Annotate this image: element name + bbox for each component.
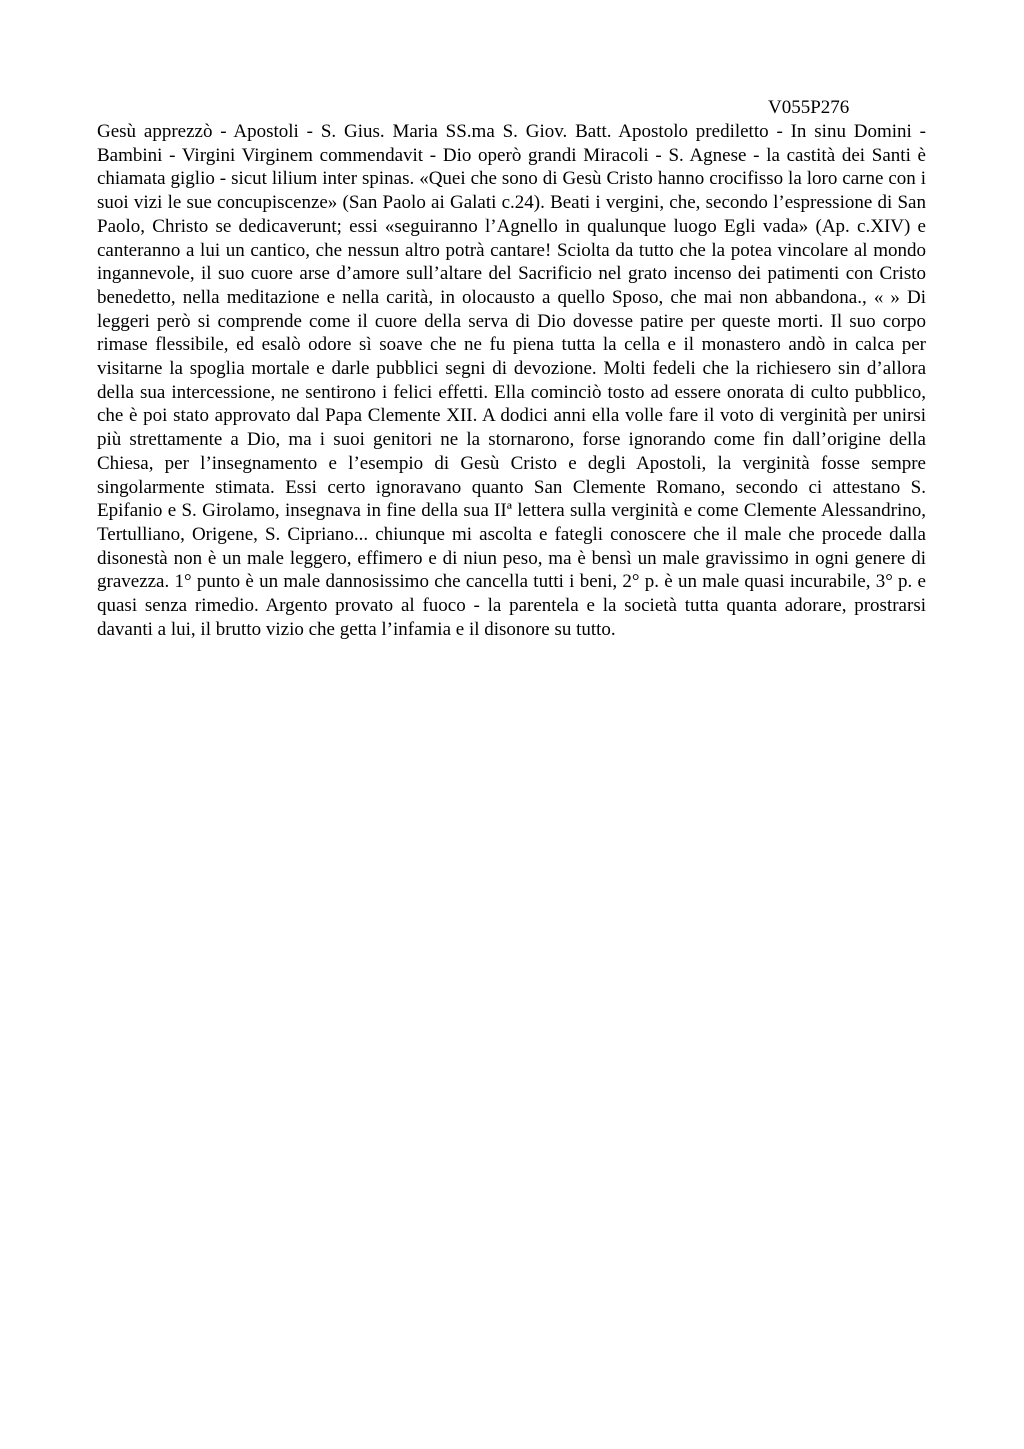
body-paragraph: Gesù apprezzò - Apostoli - S. Gius. Maria SS.ma S. Giov. Batt. Apostolo prediletto - In sinu Domini - Bambini - Virgini Virginem commendavit - Dio operò grandi Miracoli - S. Agnese - la castità dei Santi è chiamata giglio - sicut lilium inter spinas. «Quei che sono di Gesù Cristo hanno crocifisso la loro carne con i suoi vizi le sue concupiscenze» (San Paolo ai Galati c.24). Beati i vergini, che, secondo l’espressione di San Paolo, Christo se dedicaverunt; essi «seguiranno l’Agnello in qualunque luogo Egli vada» (Ap. c.XIV) e canteranno a lui un cantico, che nessun altro potrà cantare! Sciolta da tutto che la potea vincolare al mondo ingannevole, il suo cuore arse d’amore sull’altare del Sacrificio nel grato incenso dei patimenti con Cristo benedetto, nella meditazione e nella carità, in olocausto a quello Sposo, che mai non abbandona., « » Di leggeri però si comprende come il cuore della serva di Dio dovesse patire per queste morti. Il suo corpo rimase flessibile, ed esalò odore sì soave che ne fu piena tutta la cella e il monastero andò in calca per visitarne la spoglia mortale e darle pubblici segni di devozione. Molti fedeli che la richiesero sin d’allora della sua intercessione, ne sentirono i felici effetti. Ella cominciò tosto ad essere onorata di culto pubblico, che è poi stato approvato dal Papa Clemente XII. A dodici anni ella volle fare il voto di verginità per unirsi più strettamente a Dio, ma i suoi genitori ne la stornarono, forse ignorando come fin dall’origine della Chiesa, per l’insegnamento e l’esempio di Gesù Cristo e degli Apostoli, la verginità fosse sempre singolarmente stimata. Essi certo ignoravano quanto San Clemente Romano, secondo ci attestano S. Epifanio e S. Girolamo, insegnava in fine della sua IIª lettera sulla verginità e come Clemente Alessandrino, Tertulliano, Origene, S. Cipriano... chiunque mi ascolta e fategli conoscere che il male che procede dalla disonestà non è un male leggero, effimero e di niun peso, ma è bensì un male gravissimo in ogni genere di gravezza. 1° punto è un male dannosissimo che cancella tutti i beni, 2° p. è un male quasi incurabile, 3° p. e quasi senza rimedio. Argento provato al fuoco - la parentela e la società tutta quanta adorare, prostrarsi davanti a lui, il brutto vizio che getta l’infamia e il disonore su tutto.	[97, 121, 926, 640]
page-code: V055P276	[768, 97, 850, 118]
